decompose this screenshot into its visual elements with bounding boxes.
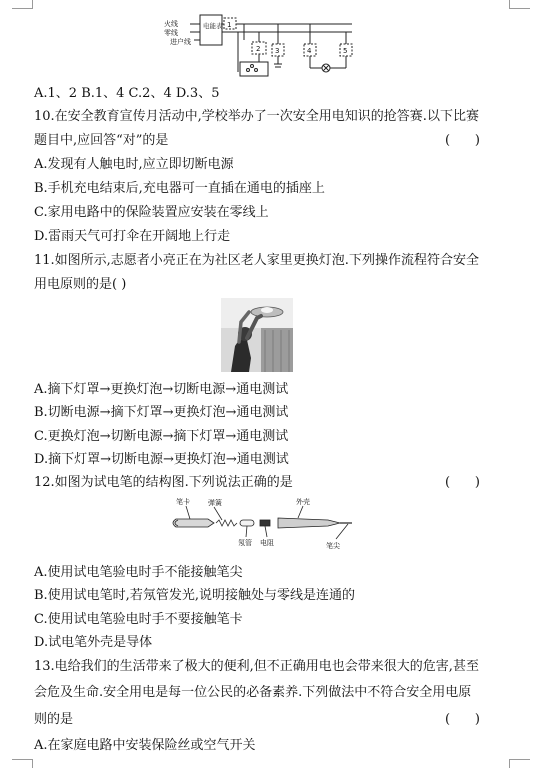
household-circuit-diagram bbox=[160, 10, 360, 80]
label-shell: 外壳 bbox=[296, 498, 310, 506]
q10-stem-line2: 题目中,应回答“对”的是 bbox=[34, 133, 169, 148]
q13-stem-line1: 13.电给我们的生活带来了极大的便利,但不正确用电也会带来很大的危害,甚至 bbox=[34, 659, 479, 674]
q10-stem-line1: 10.在安全教育宣传月活动中,学校举办了一次安全用电知识的抢答赛.以下比赛 bbox=[34, 109, 479, 124]
q10-option-b: B.手机充电结束后,充电器可一直插在通电的插座上 bbox=[34, 181, 325, 196]
q12-stem: 12.如图为试电笔的结构图.下列说法正确的是 bbox=[34, 475, 293, 490]
q12-option-d: D.试电笔外壳是导体 bbox=[34, 635, 153, 650]
label-spring: 弹簧 bbox=[208, 499, 222, 507]
q11-option-b: B.切断电源→摘下灯罩→更换灯泡→通电测试 bbox=[34, 405, 289, 420]
q13-stem-line2: 会危及生命.安全用电是每一位公民的必备素养.下列做法中不符合安全用电原 bbox=[34, 685, 472, 700]
test-pen-structure-diagram bbox=[168, 495, 358, 551]
label-resistor: 电阻 bbox=[260, 539, 274, 547]
q12-option-a: A.使用试电笔验电时手不能接触笔尖 bbox=[34, 565, 243, 580]
q11-option-a: A.摘下灯罩→更换灯泡→切断电源→通电测试 bbox=[34, 382, 289, 397]
label-neutral-wire: 零线 bbox=[164, 29, 178, 37]
crop-mark-bottom-left bbox=[12, 759, 33, 768]
q13-answer-blank: ( ) bbox=[445, 712, 480, 727]
marker-3: 3 bbox=[275, 47, 280, 55]
q12-answer-blank: ( ) bbox=[445, 475, 480, 490]
crop-mark-top-right bbox=[509, 0, 530, 9]
q11-stem-line1: 11.如图所示,志愿者小亮正在为社区老人家里更换灯泡.下列操作流程符合安全 bbox=[34, 253, 479, 268]
marker-1: 1 bbox=[227, 21, 232, 29]
label-service-wire: 进户线 bbox=[170, 38, 191, 46]
q10-answer-blank: ( ) bbox=[445, 133, 480, 148]
q9-options: A.1、2 B.1、4 C.2、4 D.3、5 bbox=[34, 86, 220, 101]
marker-4: 4 bbox=[307, 47, 312, 55]
marker-2: 2 bbox=[256, 45, 261, 53]
q12-option-c: C.使用试电笔验电时手不要接触笔卡 bbox=[34, 612, 243, 627]
label-pen-tip: 笔尖 bbox=[326, 542, 340, 550]
q10-option-a: A.发现有人触电时,应立即切断电源 bbox=[34, 157, 234, 172]
q13-stem-line3: 则的是 bbox=[34, 712, 74, 727]
crop-mark-bottom-right bbox=[509, 759, 530, 768]
q11-stem-line2: 用电原则的是( ) bbox=[34, 277, 127, 292]
q10-option-d: D.雷雨天气可打伞在开阔地上行走 bbox=[34, 229, 231, 244]
volunteer-changing-bulb-photo bbox=[221, 298, 293, 372]
label-meter: 电能表 bbox=[203, 22, 223, 30]
marker-5: 5 bbox=[343, 47, 348, 55]
crop-mark-top-left bbox=[12, 0, 33, 9]
q12-option-b: B.使用试电笔时,若氖管发光,说明接触处与零线是连通的 bbox=[34, 588, 355, 603]
q13-option-a: A.在家庭电路中安装保险丝或空气开关 bbox=[34, 738, 256, 753]
q11-option-c: C.更换灯泡→切断电源→摘下灯罩→通电测试 bbox=[34, 429, 289, 444]
label-pen-cap: 笔卡 bbox=[176, 498, 190, 506]
q10-option-c: C.家用电路中的保险装置应安装在零线上 bbox=[34, 205, 269, 220]
label-neon-tube: 氖管 bbox=[238, 539, 252, 547]
q11-option-d: D.摘下灯罩→切断电源→更换灯泡→通电测试 bbox=[34, 452, 289, 467]
label-live-wire: 火线 bbox=[164, 20, 178, 28]
